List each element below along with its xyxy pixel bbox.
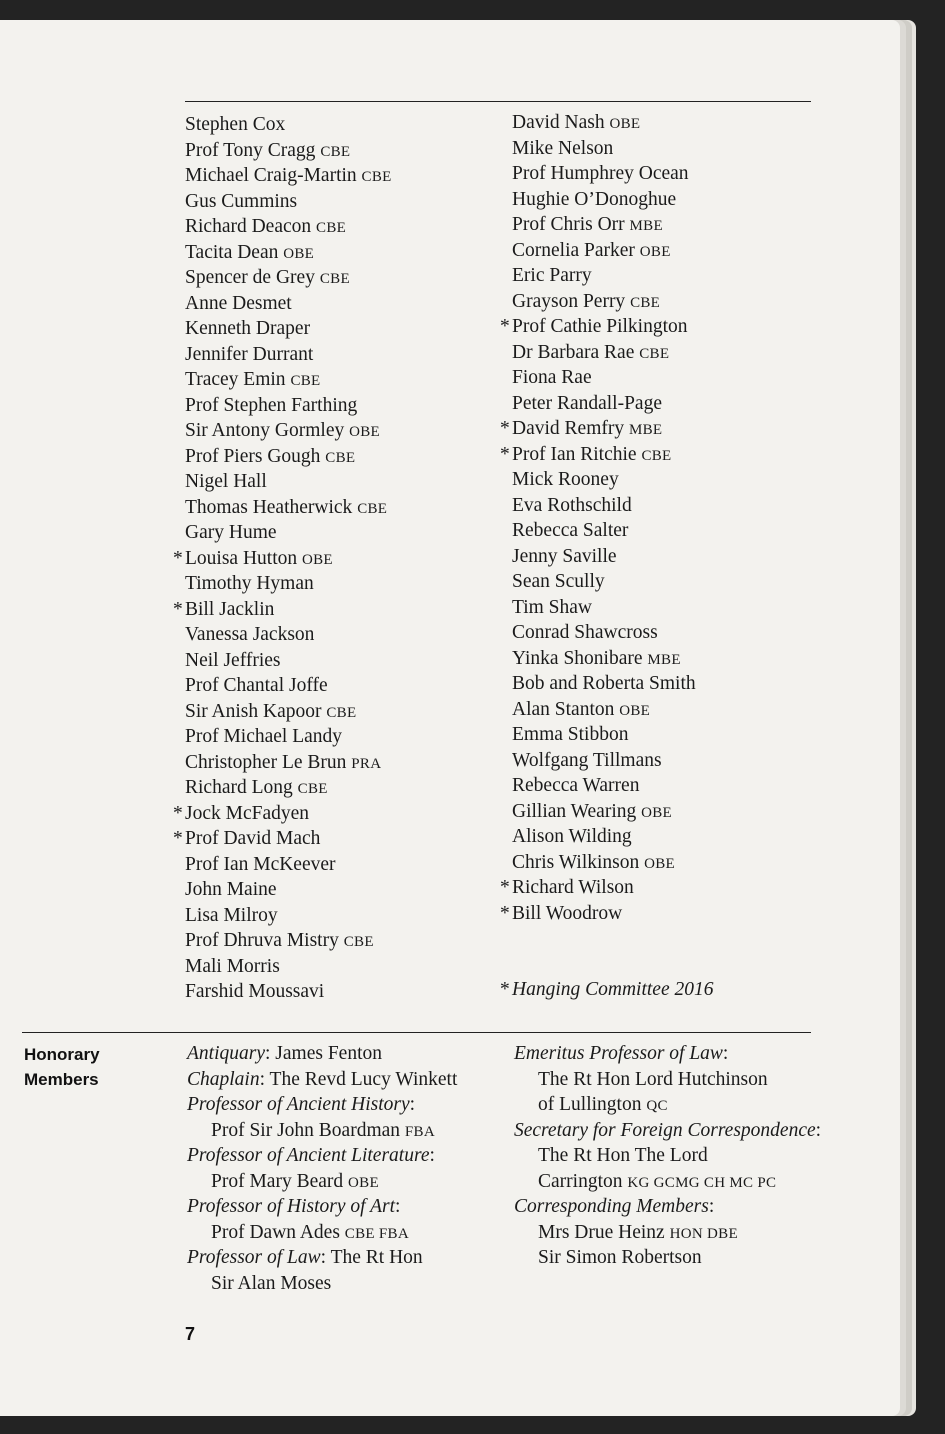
honorary-left-column (187, 1041, 457, 1296)
member-entry (185, 367, 392, 393)
honour-suffix: OBE (302, 551, 333, 568)
honour-suffix: FBA (404, 1123, 435, 1140)
member-entry (512, 544, 713, 570)
honour-suffix: QC (646, 1098, 668, 1114)
member-name: Prof Ian Ritchie (512, 443, 637, 465)
honorary-name: : (708, 1196, 715, 1217)
member-entry (512, 263, 713, 289)
hanging-committee-marker: * (500, 877, 510, 898)
member-name: Neil Jeffries (185, 649, 281, 671)
honorary-entry (187, 1118, 457, 1144)
member-name: Chris Wilkinson (512, 851, 640, 873)
member-entry (500, 416, 713, 442)
member-entry (185, 673, 392, 699)
honorary-title: Corresponding Members (514, 1196, 709, 1217)
member-name: Michael Craig-Martin (185, 165, 357, 186)
honour-suffix: CBE (630, 294, 661, 311)
member-name: Bill Jacklin (185, 598, 275, 620)
member-name: Alan Stanton (512, 698, 615, 720)
member-entry (512, 671, 713, 697)
member-entry (512, 824, 713, 850)
member-entry (185, 342, 392, 368)
honour-suffix: CBE FBA (344, 1225, 409, 1242)
member-name: Eric Parry (512, 265, 592, 286)
honorary-entry (514, 1220, 821, 1246)
member-name: Hanging Committee 2016 (512, 979, 714, 1000)
member-name: Louisa Hutton (185, 547, 298, 569)
member-name: Christopher Le Brun (185, 751, 347, 773)
honorary-title: Emeritus Professor of Law (514, 1043, 723, 1064)
member-entry (512, 722, 713, 748)
section-heading-honorary-members (24, 1042, 100, 1092)
member-name: Prof Dhruva Mistry (185, 930, 339, 951)
member-name: Mick Rooney (512, 469, 619, 490)
member-entry (185, 775, 392, 801)
academicians-right-column (500, 110, 714, 1003)
member-name: Rebecca Salter (512, 520, 629, 541)
member-entry (512, 620, 713, 646)
honorary-name: Prof Sir John Boardman (211, 1119, 405, 1141)
member-entry (512, 595, 713, 621)
member-entry (512, 238, 713, 264)
honour-suffix: OBE (641, 804, 673, 821)
member-entry (185, 495, 392, 521)
member-entry (512, 926, 713, 952)
hanging-committee-marker: * (500, 418, 510, 439)
member-entry (185, 520, 392, 546)
honorary-name: : The Rt Hon (320, 1247, 423, 1268)
member-entry (500, 314, 713, 340)
member-entry (512, 110, 713, 136)
member-entry (173, 826, 392, 852)
honorary-name: : (815, 1119, 822, 1141)
member-name: Prof David Mach (185, 828, 321, 849)
honour-suffix: HON DBE (669, 1225, 738, 1242)
member-name: Bill Woodrow (512, 902, 623, 924)
member-entry (185, 954, 392, 980)
honorary-rule (22, 1032, 811, 1033)
member-name: Tacita Dean (185, 241, 279, 263)
honorary-name: Mrs Drue Heinz (538, 1221, 670, 1243)
honour-suffix: CBE (639, 345, 670, 362)
member-entry (185, 979, 392, 1005)
member-entry (512, 467, 713, 493)
member-name: Yinka Shonibare (512, 647, 643, 669)
honorary-entry (187, 1271, 457, 1297)
member-name: Mali Morris (185, 955, 280, 977)
member-name: Jock McFadyen (185, 802, 310, 824)
member-entry (185, 418, 392, 444)
member-entry (500, 901, 713, 927)
member-name: Richard Long (185, 777, 293, 798)
member-entry (185, 469, 392, 495)
member-entry (185, 699, 392, 725)
member-name: Kenneth Draper (185, 318, 311, 339)
document-page (0, 20, 900, 1416)
member-name: Jenny Saville (512, 545, 617, 567)
honour-suffix: CBE (357, 500, 388, 517)
member-entry (185, 622, 392, 648)
member-entry (512, 799, 713, 825)
member-name: Thomas Heatherwick (185, 496, 353, 518)
member-entry (185, 291, 392, 317)
honorary-name: Prof Mary Beard (211, 1170, 349, 1192)
top-rule (185, 101, 811, 102)
member-entry (185, 724, 392, 750)
member-name: Gillian Wearing (512, 800, 637, 822)
honorary-name: : (429, 1145, 435, 1166)
member-name: Rebecca Warren (512, 775, 640, 796)
honour-suffix: MBE (647, 651, 681, 668)
member-name: Sir Antony Gormley (185, 420, 345, 441)
honorary-entry (514, 1118, 821, 1144)
honorary-title: Professor of Ancient Literature (187, 1145, 430, 1166)
member-entry (512, 136, 713, 162)
member-entry (500, 977, 714, 1003)
member-entry (512, 212, 713, 238)
member-entry (512, 289, 713, 315)
member-entry (185, 265, 392, 291)
honour-suffix: OBE (609, 116, 641, 132)
hanging-committee-marker: * (500, 443, 510, 465)
member-entry (512, 187, 713, 213)
honorary-entry (187, 1092, 457, 1118)
member-entry (185, 240, 392, 266)
honorary-right-column (514, 1041, 821, 1271)
honorary-name: Prof Dawn Ades (211, 1221, 345, 1243)
member-name: Tim Shaw (512, 596, 593, 618)
member-name: David Remfry (512, 418, 625, 439)
honour-suffix: OBE (283, 245, 315, 262)
member-name: Grayson Perry (512, 290, 626, 312)
member-name: David Nash (512, 112, 605, 133)
honorary-name: : James Fenton (265, 1043, 382, 1064)
member-name: Nigel Hall (185, 471, 267, 492)
honorary-name: : (722, 1043, 729, 1064)
member-entry (185, 393, 392, 419)
member-entry (512, 161, 713, 187)
member-entry (512, 646, 713, 672)
member-entry (185, 214, 392, 240)
honorary-title: Antiquary (187, 1043, 265, 1064)
honour-suffix: CBE (361, 169, 392, 185)
member-name: Prof Michael Landy (185, 726, 343, 747)
honour-suffix: CBE (325, 449, 356, 466)
honorary-entry (187, 1143, 457, 1169)
member-name: Anne Desmet (185, 292, 292, 314)
member-entry (185, 928, 392, 954)
member-name: Spencer de Grey (185, 267, 315, 288)
member-entry (512, 773, 713, 799)
honour-suffix: OBE (619, 702, 651, 719)
member-entry (185, 903, 392, 929)
member-name: Dr Barbara Rae (512, 341, 635, 363)
member-entry (512, 850, 713, 876)
honorary-name: The Rt Hon The Lord (538, 1145, 708, 1166)
member-entry (185, 189, 392, 215)
honorary-entry (187, 1067, 457, 1093)
member-name: Alison Wilding (512, 826, 632, 847)
member-entry (500, 875, 713, 901)
heading-line: Honorary (24, 1045, 100, 1064)
member-name: Hughie O’Donoghue (512, 188, 677, 210)
hanging-committee-marker: * (500, 316, 510, 337)
member-name: Prof Stephen Farthing (185, 394, 358, 416)
honour-suffix: CBE (326, 704, 357, 721)
member-entry (185, 163, 392, 189)
honorary-entry (514, 1169, 821, 1195)
heading-line: Members (24, 1070, 99, 1089)
academicians-left-column (173, 112, 392, 1005)
honour-suffix: CBE (641, 447, 672, 464)
honorary-entry (514, 1194, 821, 1220)
member-entry (512, 748, 713, 774)
member-name: Sir Anish Kapoor (185, 700, 322, 722)
member-name: Tracey Emin (185, 369, 286, 390)
member-entry (512, 697, 713, 723)
honour-suffix: CBE (290, 373, 321, 389)
honour-suffix: PRA (351, 755, 382, 772)
hanging-committee-marker: * (500, 902, 510, 924)
honorary-title: Professor of History of Art (187, 1196, 396, 1217)
member-name: Bob and Roberta Smith (512, 673, 696, 694)
member-name: Lisa Milroy (185, 904, 278, 926)
honorary-entry (514, 1245, 821, 1271)
member-name: Emma Stibbon (512, 724, 629, 745)
hanging-committee-marker: * (173, 598, 183, 620)
honour-suffix: OBE (644, 855, 676, 872)
member-entry (512, 340, 713, 366)
member-name: Gus Cummins (185, 190, 298, 212)
honour-suffix: MBE (628, 422, 663, 438)
honorary-title: Chaplain (187, 1068, 260, 1090)
honorary-entry (187, 1169, 457, 1195)
member-name: Vanessa Jackson (185, 624, 315, 645)
member-entry (185, 316, 392, 342)
member-name: Prof Ian McKeever (185, 853, 336, 875)
member-entry (185, 750, 392, 776)
honorary-entry (187, 1194, 457, 1220)
honorary-name: : (409, 1094, 416, 1115)
page-number: 7 (185, 1324, 196, 1344)
hanging-committee-marker: * (173, 828, 183, 849)
honour-suffix: MBE (629, 218, 663, 234)
honour-suffix: OBE (639, 243, 671, 260)
member-name: Farshid Moussavi (185, 981, 325, 1002)
member-name: Mike Nelson (512, 137, 614, 159)
member-entry (185, 877, 392, 903)
honorary-name: Carrington (538, 1170, 628, 1192)
member-entry (173, 597, 392, 623)
honorary-name: Sir Alan Moses (211, 1272, 332, 1294)
member-name: Prof Chantal Joffe (185, 675, 328, 696)
honorary-entry (514, 1092, 821, 1118)
member-entry (512, 365, 713, 391)
honour-suffix: OBE (348, 1174, 379, 1191)
member-entry (185, 112, 392, 138)
member-name: Cornelia Parker (512, 239, 635, 261)
member-name: Conrad Shawcross (512, 622, 658, 643)
member-entry (173, 546, 392, 572)
honorary-title: Professor of Ancient History (187, 1094, 410, 1115)
member-entry (512, 391, 713, 417)
honorary-entry (187, 1245, 457, 1271)
honorary-entry (187, 1220, 457, 1246)
honorary-entry (514, 1041, 821, 1067)
member-name: Stephen Cox (185, 114, 286, 135)
honorary-name: The Rt Hon Lord Hutchinson (538, 1068, 768, 1090)
member-entry (512, 952, 713, 978)
member-name: Richard Wilson (512, 877, 634, 898)
member-name: Richard Deacon (185, 216, 312, 237)
member-name: Sean Scully (512, 571, 605, 592)
honorary-entry (514, 1067, 821, 1093)
honorary-name: of Lullington (538, 1094, 647, 1115)
honorary-entry (514, 1143, 821, 1169)
member-name: Wolfgang Tillmans (512, 749, 662, 771)
honour-suffix: CBE (297, 781, 328, 797)
honorary-name: : (395, 1196, 401, 1217)
member-entry (512, 493, 713, 519)
member-name: Prof Chris Orr (512, 214, 625, 235)
honour-suffix: CBE (320, 143, 351, 160)
member-entry (185, 852, 392, 878)
member-entry (185, 444, 392, 470)
member-name: Timothy Hyman (185, 573, 314, 594)
member-entry (512, 569, 713, 595)
honour-suffix: CBE (343, 934, 374, 950)
honour-suffix: OBE (349, 424, 381, 440)
member-name: Jennifer Durrant (185, 343, 314, 365)
hanging-committee-marker: * (173, 802, 183, 824)
honour-suffix: CBE (319, 271, 350, 287)
member-entry (185, 648, 392, 674)
honour-suffix: KG GCMG CH MC PC (627, 1174, 777, 1191)
member-name: Peter Randall-Page (512, 392, 662, 414)
member-name: John Maine (185, 879, 277, 900)
honorary-entry (187, 1041, 457, 1067)
member-name: Prof Piers Gough (185, 445, 321, 467)
member-entry (512, 518, 713, 544)
member-entry (185, 571, 392, 597)
member-name: Eva Rothschild (512, 494, 632, 516)
member-name: Prof Humphrey Ocean (512, 163, 689, 184)
member-name: Prof Cathie Pilkington (512, 316, 688, 337)
member-entry (185, 138, 392, 164)
honorary-title: Professor of Law (187, 1247, 321, 1268)
hanging-committee-marker: * (173, 547, 183, 569)
honorary-name: : The Revd Lucy Winkett (259, 1068, 458, 1090)
member-entry (173, 801, 392, 827)
member-name: Gary Hume (185, 522, 277, 543)
member-name: Fiona Rae (512, 367, 592, 388)
honorary-name: Sir Simon Robertson (538, 1247, 702, 1268)
member-name: Prof Tony Cragg (185, 139, 316, 161)
hanging-committee-marker: * (500, 979, 510, 1000)
honour-suffix: CBE (316, 220, 347, 236)
honorary-title: Secretary for Foreign Correspondence (514, 1119, 816, 1141)
member-entry (500, 442, 713, 468)
